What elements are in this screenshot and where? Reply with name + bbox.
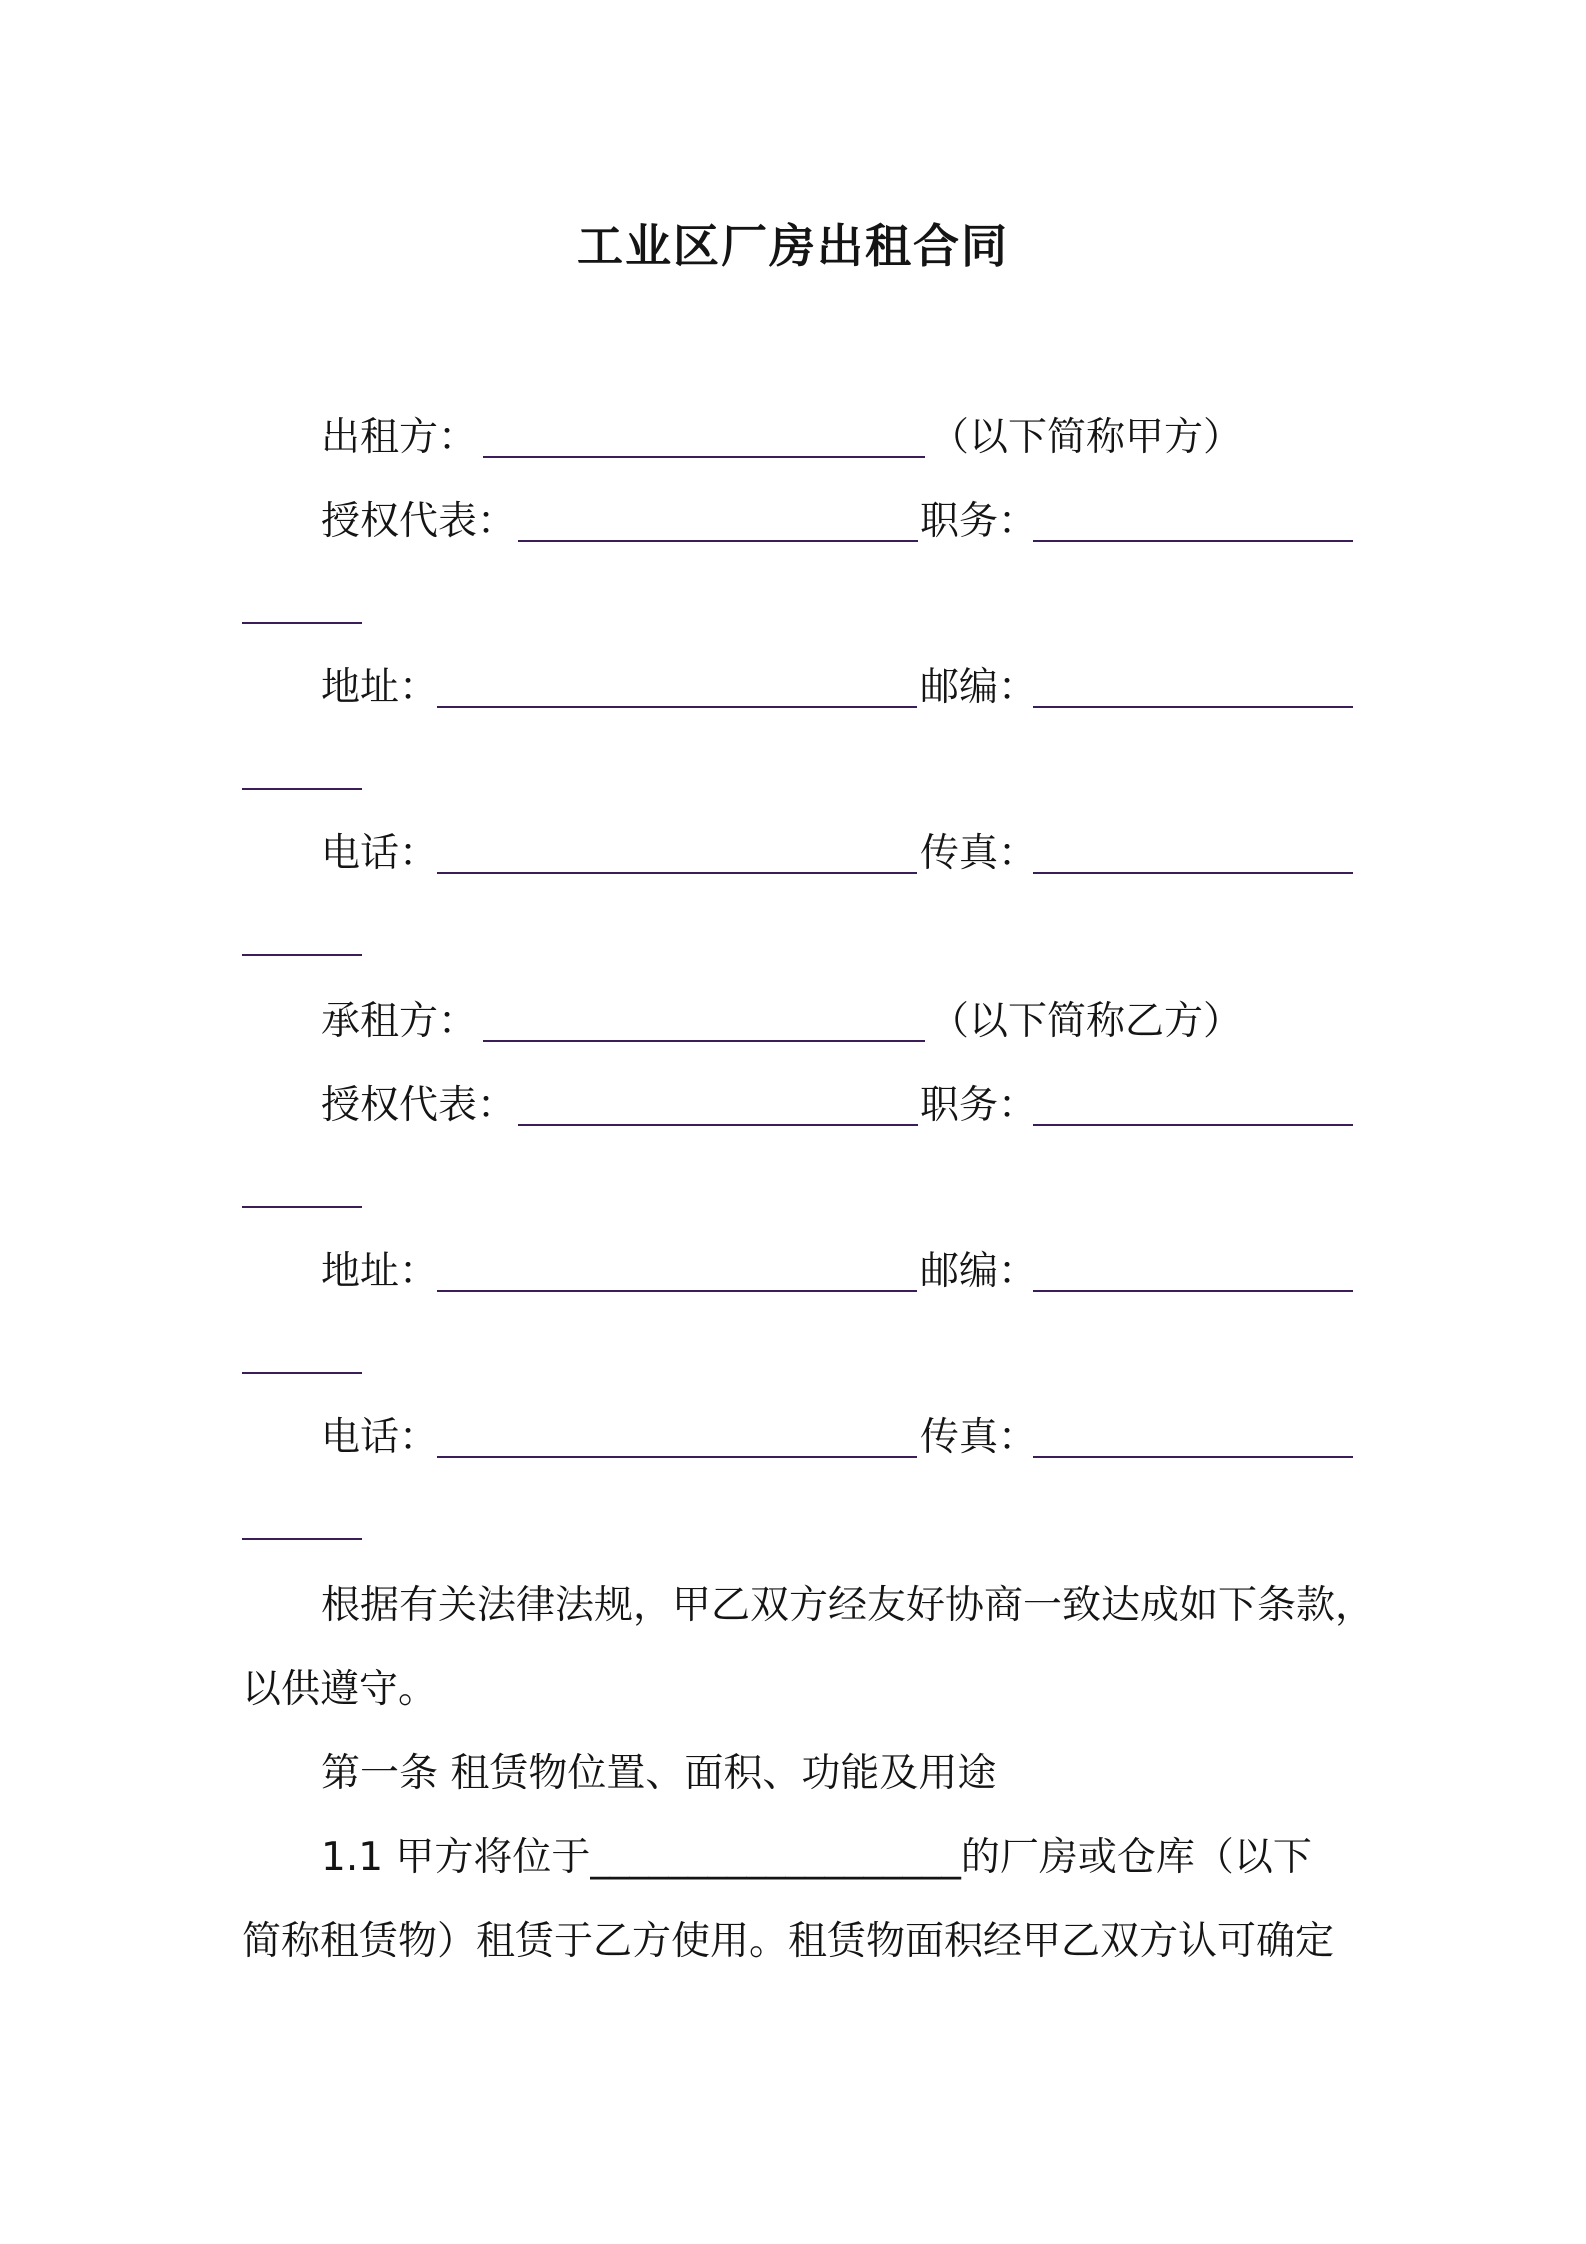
party-a-address-blank[interactable] (437, 706, 917, 708)
party-a-fax-blank-cont (242, 954, 362, 956)
party-a-phone-label: 电话： (321, 831, 439, 876)
intro-paragraph-line-1: 根据有关法律法规，甲乙双方经友好协商一致达成如下条款， (321, 1583, 1375, 1628)
party-a-zip-label: 邮编： (920, 665, 1038, 710)
party-a-position-blank-cont (242, 622, 362, 624)
party-b-address-blank[interactable] (437, 1290, 917, 1292)
party-b-rep-blank[interactable] (518, 1124, 918, 1126)
lessee-label: 承租方： (321, 999, 478, 1044)
party-b-fax-blank[interactable] (1033, 1456, 1353, 1458)
intro-paragraph-line-2: 以供遵守。 (242, 1667, 438, 1712)
party-b-fax-label: 传真： (920, 1415, 1038, 1460)
party-a-zip-blank-cont (242, 788, 362, 790)
party-a-position-blank[interactable] (1033, 540, 1353, 542)
clause-1-1-suffix: 的厂房或仓库（以下 (960, 1835, 1312, 1880)
party-b-position-blank-cont (242, 1206, 362, 1208)
lessor-suffix: （以下简称甲方） (930, 415, 1243, 460)
lessee-blank[interactable] (483, 1040, 925, 1042)
party-a-address-label: 地址： (321, 665, 439, 710)
party-a-phone-blank[interactable] (437, 872, 917, 874)
lessor-label: 出租方： (321, 415, 478, 460)
party-b-position-blank[interactable] (1033, 1124, 1353, 1126)
lessor-blank[interactable] (483, 456, 925, 458)
party-b-rep-label: 授权代表： (321, 1083, 517, 1128)
party-a-fax-blank[interactable] (1033, 872, 1353, 874)
party-b-zip-blank[interactable] (1033, 1290, 1353, 1292)
party-b-position-label: 职务： (920, 1083, 1038, 1128)
party-a-rep-blank[interactable] (518, 540, 918, 542)
party-b-phone-label: 电话： (321, 1415, 439, 1460)
clause-1-1-line-2: 简称租赁物）租赁于乙方使用。租赁物面积经甲乙双方认可确定 (242, 1919, 1335, 1964)
document-title: 工业区厂房出租合同 (577, 219, 1009, 273)
party-b-address-label: 地址： (321, 1249, 439, 1294)
party-a-rep-label: 授权代表： (321, 499, 517, 544)
article-1-heading: 第一条 租赁物位置、面积、功能及用途 (321, 1751, 997, 1796)
lessee-suffix: （以下简称乙方） (930, 999, 1243, 1044)
clause-1-1-location-blank[interactable]: ___________________ (590, 1835, 961, 1880)
clause-1-1-prefix: 1.1 甲方将位于 (321, 1835, 591, 1880)
party-a-zip-blank[interactable] (1033, 706, 1353, 708)
clause-1-1-line-1 (321, 1824, 1312, 1892)
party-a-position-label: 职务： (920, 499, 1038, 544)
party-b-fax-blank-cont (242, 1538, 362, 1540)
party-b-phone-blank[interactable] (437, 1456, 917, 1458)
party-b-zip-blank-cont (242, 1372, 362, 1374)
party-b-zip-label: 邮编： (920, 1249, 1038, 1294)
party-a-fax-label: 传真： (920, 831, 1038, 876)
